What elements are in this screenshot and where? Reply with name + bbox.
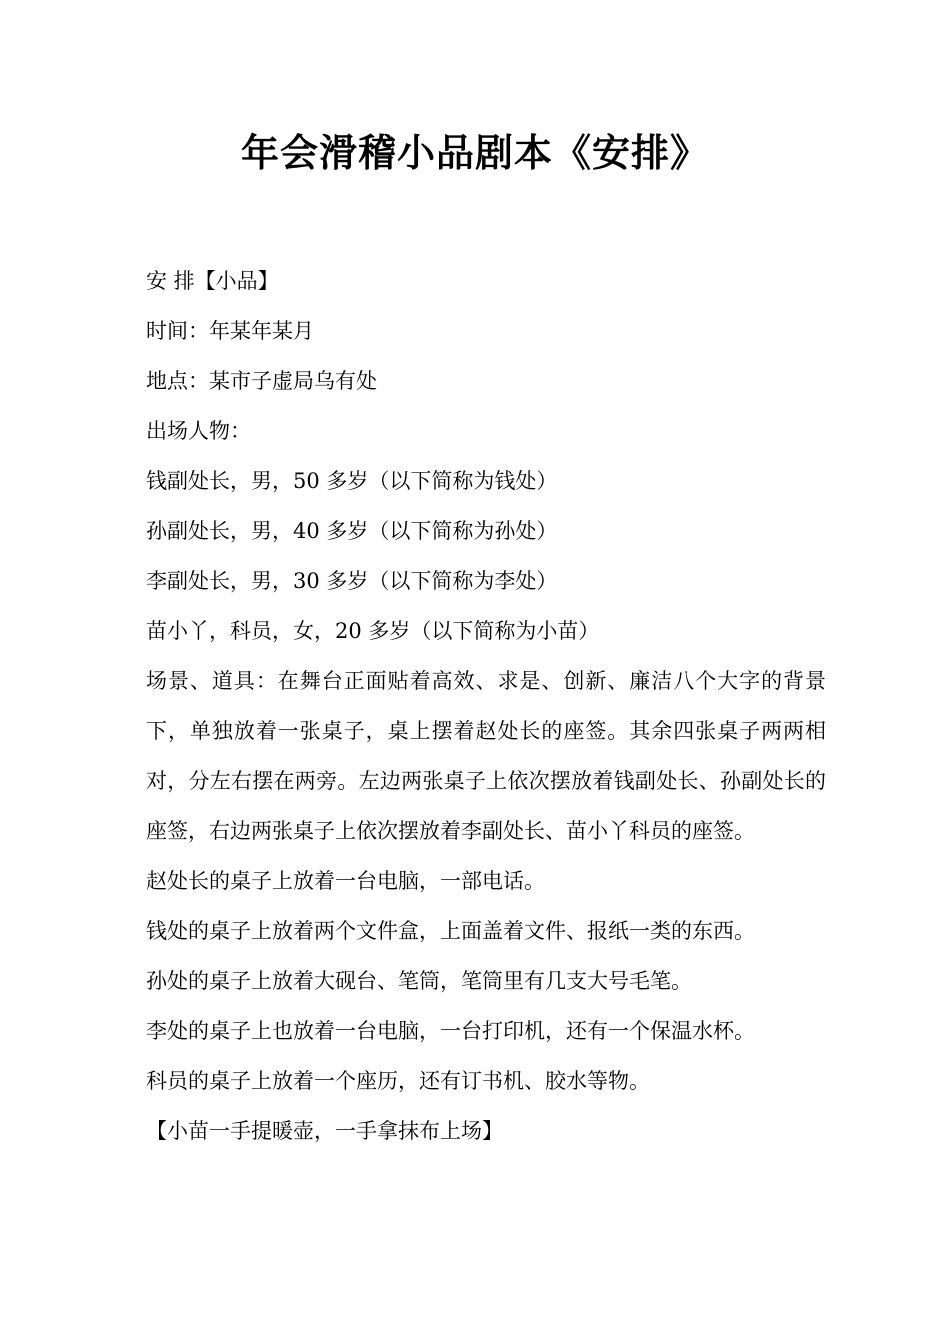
header-line: 时间：年某年某月 bbox=[146, 319, 314, 343]
header-line: 地点：某市子虚局乌有处 bbox=[146, 369, 377, 393]
detail-line: 科员的桌子上放着一个座历，还有订书机、胶水等物。 bbox=[146, 1069, 650, 1093]
scene-paragraph: 场景、道具：在舞台正面贴着高效、求是、创新、廉洁八个大字的背景下，单独放着一张桌子，桌上摆着赵处长的座签。其余四张桌子两两相对，分左右摆在两旁。左边两张桌子上依次摆放着钱副处长、孙副处长的座签，右边两张桌子上依次摆放着李副处长、苗小丫科员的座签。 bbox=[146, 669, 826, 843]
character-line: 苗小丫，科员，女，20 多岁（以下简称为小苗） bbox=[146, 619, 600, 643]
detail-line: 李处的桌子上也放着一台电脑，一台打印机，还有一个保温水杯。 bbox=[146, 1019, 755, 1043]
character-line: 钱副处长，男，50 多岁（以下简称为钱处） bbox=[146, 469, 558, 493]
character-line: 李副处长，男，30 多岁（以下简称为李处） bbox=[146, 569, 558, 593]
detail-line: 孙处的桌子上放着大砚台、笔筒，笔筒里有几支大号毛笔。 bbox=[146, 969, 692, 993]
character-line: 孙副处长，男，40 多岁（以下简称为孙处） bbox=[146, 519, 558, 543]
header-line: 出场人物： bbox=[146, 419, 251, 443]
header-line: 安 排【小品】 bbox=[146, 269, 279, 293]
detail-line: 钱处的桌子上放着两个文件盒，上面盖着文件、报纸一类的东西。 bbox=[146, 919, 755, 943]
document-title: 年会滑稽小品剧本《安排》 bbox=[240, 130, 709, 175]
document-body bbox=[146, 256, 826, 1156]
stage-direction: 【小苗一手提暖壶，一手拿抹布上场】 bbox=[146, 1119, 503, 1143]
detail-line: 赵处长的桌子上放着一台电脑，一部电话。 bbox=[146, 869, 545, 893]
